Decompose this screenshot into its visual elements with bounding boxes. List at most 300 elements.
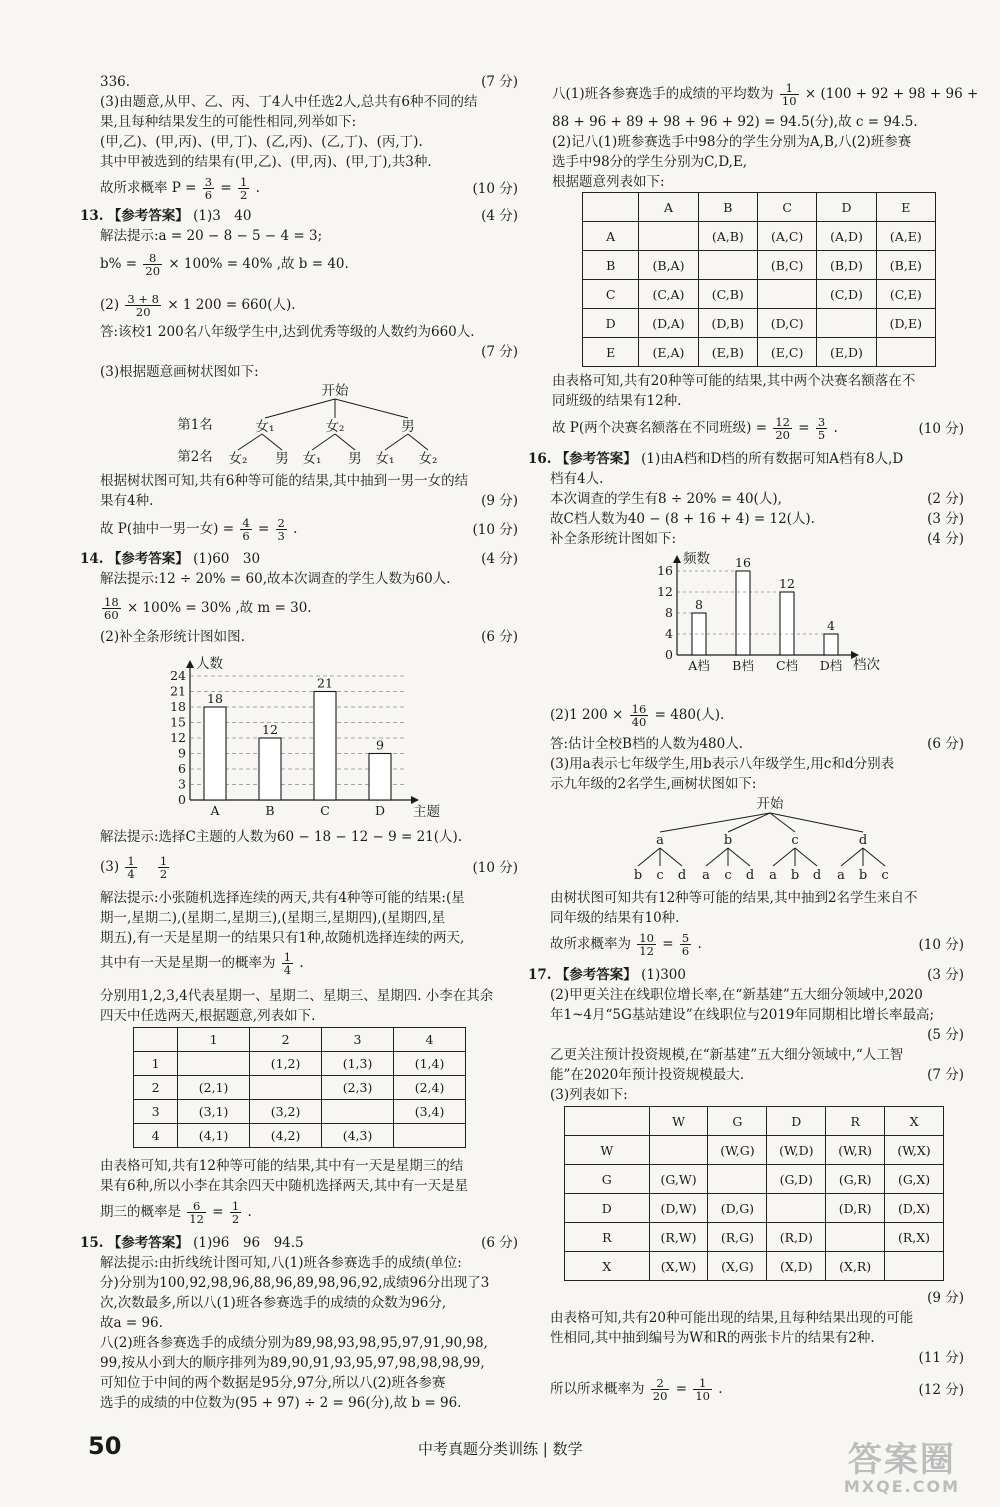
bar [259,738,281,800]
bar [204,707,226,800]
table-cell: (B,D) [817,251,876,280]
bar-value-label: 12 [262,722,278,737]
denominator: 20 [775,428,790,442]
text: . [718,1381,723,1397]
table-cell: A [639,193,698,222]
fraction [780,82,799,107]
question-header [80,207,251,225]
answer-tag: 【参考答案】 [555,967,637,983]
text: × (100 + 92 + 98 + 96 + [804,86,979,102]
tree-leaf: d [677,868,687,883]
text-line: (3)用a表示七年级学生,用b表示八年级学生,用c和d分别表 [550,756,895,772]
text-line: 由表格可知,共有20种可能出现的结果,且每种结果出现的可能 [550,1310,914,1326]
text-line: 选手的成绩的中位数为(95 + 97) ÷ 2 = 96(分),故 b = 96. [100,1395,462,1411]
text: = [675,1381,688,1397]
text-line: 能”在2020年预计投资规模最大. [550,1067,745,1083]
table-cell [649,1136,708,1165]
fraction [240,517,251,542]
table-cell [885,1252,944,1281]
numerator: 6 [187,1200,206,1213]
answer-tag: 【参考答案】 [107,551,189,567]
formula-line [100,951,304,976]
table-cell: D [817,193,876,222]
table-row [565,1252,944,1281]
tree-leaf: b [858,868,868,883]
question-header [80,550,260,568]
score: (10 分) [472,522,518,538]
table-cell: (D,X) [885,1194,944,1223]
text-line: 同班级的结果有12种. [552,393,682,409]
bar [824,634,838,655]
table-cell: (D,A) [639,309,698,338]
x-tick-label: D档 [819,658,843,673]
table-cell: (X,R) [826,1252,885,1281]
text-line: 解法提示:a = 20 − 8 − 5 − 4 = 3; [100,228,323,244]
table-cell: (2,1) [178,1076,250,1100]
y-tick-label: 4 [665,626,673,641]
question-header [528,966,686,984]
table-cell: (R,G) [708,1223,767,1252]
table-cell: (W,G) [708,1136,767,1165]
tree-leaf: d [812,868,822,883]
x-axis-arrow [411,796,419,804]
denominator: 12 [639,944,654,958]
text-line: 补全条形统计图如下: [550,531,677,547]
watermark-url: MXQE.COM [843,1477,960,1496]
tree-edge [660,813,770,832]
table-header-row [583,193,936,222]
text: 所以所求概率为 [550,1381,645,1397]
y-axis-arrow [186,660,194,668]
table-row [565,1223,944,1252]
text-line: 由树状图可知共有12种等可能的结果,其中抽到2名学生来自不 [550,890,918,906]
table-row [583,251,936,280]
table-cell: (R,D) [767,1223,826,1252]
table-cell: D [565,1194,650,1223]
tree-root: 开始 [321,383,349,399]
table-cell: (3,1) [178,1100,250,1124]
table-cell: E [876,193,935,222]
score: (9 分) [481,493,518,509]
question-number: 17. [528,967,552,983]
formula-line [550,703,724,728]
y-tick-label: 18 [170,699,186,714]
text-line: 88 + 96 + 89 + 98 + 96 + 92) = 94.5(分),故 c = 94.5. [552,114,918,130]
denominator: 10 [781,94,797,108]
watermark-text: 答案圈 [847,1440,956,1480]
table-cell: C [583,280,639,309]
bar [314,692,336,801]
table-cell: (G,X) [885,1165,944,1194]
denominator: 4 [283,963,292,977]
numerator: 3 [204,175,213,189]
y-tick-label: 12 [657,584,673,599]
denominator: 20 [652,1389,668,1403]
numerator: 18 [104,595,119,609]
formula-line [100,252,349,277]
score: (7 分) [927,1067,964,1083]
table-cell: 4 [394,1028,466,1052]
table-cell [767,1194,826,1223]
text: 故 P(抽中一男一女) = [100,521,235,537]
table-cell: 4 [134,1124,178,1148]
table-cell: (D,B) [698,309,757,338]
bar-chart-grades [640,548,880,693]
text-line: 次,次数最多,所以八(1)班各参赛选手的成绩的众数为96分, [100,1295,447,1311]
table-cell: (B,A) [639,251,698,280]
page-number: 50 [88,1432,122,1460]
tree-leaf: 女₁ [375,451,395,467]
formula-line [552,82,978,107]
text-line: 99,按从小到大的顺序排列为89,90,91,93,95,97,98,98,98,99, [100,1355,485,1371]
table-cell [817,309,876,338]
tree-node: b [723,833,733,848]
y-tick-label: 16 [657,563,673,578]
tree-leaf: b [633,868,643,883]
x-tick-label: D [374,803,386,818]
table-row [134,1052,466,1076]
tree-edge [706,848,728,866]
tree-edge [660,848,682,866]
fraction [125,855,136,880]
numerator: 1 [231,1199,240,1213]
text-line: 答:该校1 200名八年级学生中,达到优秀等级的人数约为660人. [100,324,475,340]
text-line: 本次调查的学生有8 ÷ 20% = 40(人), [550,491,782,507]
text-line: (3)由题意,从甲、乙、丙、丁4人中任选2人,总共有6种不同的结 [100,94,478,110]
fraction [680,932,691,957]
text: × 100% = 30% ,故 m = 30. [126,600,312,616]
table-cell: (G,D) [767,1165,826,1194]
table-cell: R [826,1107,885,1136]
bar-value-label: 9 [376,737,384,753]
y-tick-label: 24 [170,668,186,683]
table-cell: (2,4) [394,1076,466,1100]
tree-node: c [791,833,799,848]
denominator: 2 [159,867,168,881]
table-cell: 2 [134,1076,178,1100]
table-cell: (A,B) [698,222,757,251]
y-tick-label: 6 [178,761,186,776]
text: = [212,1204,224,1220]
table-cell: (B,E) [876,251,935,280]
table-row [583,222,936,251]
question-number: 13. [80,208,104,224]
tree-root: 开始 [756,796,784,812]
text-line: 选手中98分的学生分别为C,D,E, [552,154,748,170]
score: (6 分) [481,1235,518,1251]
denominator: 6 [242,529,250,543]
tree-leaf: b [790,868,800,883]
fraction [158,855,169,880]
tree-edge [770,813,863,832]
text-line: 336. [100,74,131,90]
text-line: (2)甲更关注在线职位增长率,在“新基建”五大细分领域中,2020 [550,987,923,1003]
answer-tag: 【参考答案】 [555,451,637,467]
numerator: 2 [277,516,285,530]
table-cell [565,1107,650,1136]
y-tick-label: 3 [178,776,186,792]
table-cell: (A,D) [817,222,876,251]
table-cell: E [583,338,639,367]
text-line: 性相同,其中抽到编号为W和R的两张卡片的结果有2种. [550,1330,875,1346]
table-card-pairs [564,1106,944,1281]
y-axis-label: 人数 [196,656,223,672]
table-cell: (D,G) [708,1194,767,1223]
tree-leaf: 男 [275,451,289,467]
x-axis-label: 主题 [413,804,440,820]
text-line: 解法提示:12 ÷ 20% = 60,故本次调查的学生人数为60人. [100,571,451,587]
formula-line [100,517,297,542]
table-cell: D [583,309,639,338]
text-line: (甲,乙)、(甲,丙)、(甲,丁)、(乙,丙)、(乙,丁)、(丙,丁). [100,134,423,150]
table-cell: 3 [134,1100,178,1124]
table-cell: (C,A) [639,280,698,309]
numerator: 1 [127,854,135,868]
formula-line [100,176,260,201]
text: . [255,180,260,196]
table-cell: D [767,1107,826,1136]
score: (12 分) [918,1382,964,1398]
text-line: 根据树状图可知,共有6种等可能的结果,其中抽到一男一女的结 [100,473,469,489]
y-axis-label: 频数 [683,551,710,567]
table-cell: (W,R) [826,1136,885,1165]
text: × 100% = 40% ,故 b = 40. [168,256,349,272]
numerator: 1 [159,854,168,868]
table-cell: (1,2) [250,1052,322,1076]
text: = [220,180,232,196]
table-cell: (A,C) [757,222,816,251]
y-tick-label: 21 [170,683,186,699]
table-cell: (E,C) [757,338,816,367]
tree-leaf: 女₁ [302,451,322,467]
table-cell: W [565,1136,650,1165]
table-row [134,1100,466,1124]
text: b% = [100,256,138,272]
fraction [651,1377,670,1402]
answer-text: (1)96 96 94.5 [193,1235,304,1251]
bar-value-label: 12 [779,576,795,591]
table-cell: (D,E) [876,309,935,338]
table-cell: X [565,1252,650,1281]
denominator: 60 [104,608,119,622]
fraction [637,932,656,957]
numerator: 8 [143,252,162,265]
formula-line [100,596,312,621]
text: . [247,1204,252,1220]
text: (2)1 200 × [550,707,624,723]
table-cell: 1 [134,1052,178,1076]
tree-node: a [656,833,664,848]
table-cell: (4,3) [322,1124,394,1148]
formula-line [550,1377,723,1402]
text-line: 答:估计全校B档的人数为480人. [550,736,744,752]
numerator: 5 [681,931,690,945]
table-cell: (E,B) [698,338,757,367]
fraction [203,176,214,201]
score: (10 分) [472,181,518,197]
text-line: (2)补全条形统计图如图. [100,629,245,645]
table-cell: (2,3) [322,1076,394,1100]
text: . [299,955,304,971]
score: (4 分) [481,208,518,224]
tree-leaf: c [656,868,664,883]
table-cell: (3,2) [250,1100,322,1124]
score: (11 分) [918,1350,964,1366]
tree-diagram-grades [610,794,900,884]
numerator: 2 [651,1377,670,1390]
text: (3) [100,859,120,875]
table-cell: X [885,1107,944,1136]
numerator: 3 + 8 [127,292,160,306]
text: = [662,936,674,952]
tree-edge [841,848,863,866]
denominator: 6 [204,188,213,202]
text-line: 示九年级的2名学生,画树状图如下: [550,776,757,792]
text-line: 分)分别为100,92,98,96,88,96,89,98,96,92,成绩96分出现了3 [100,1275,490,1291]
tree-leaf: c [881,868,889,883]
table-cell: (X,G) [708,1252,767,1281]
score: (9 分) [927,1290,964,1306]
table-cell [639,222,698,251]
bar-value-label: 8 [695,597,703,612]
y-tick-label: 9 [178,745,186,761]
table-cell: (X,D) [767,1252,826,1281]
text: 其中有一天是星期一的概率为 [100,955,276,971]
watermark-logo [844,1432,960,1496]
score: (10 分) [918,421,964,437]
tree-leaf: c [724,868,732,883]
answer-text: (1)3 40 [193,208,252,224]
y-tick-label: 8 [665,605,673,620]
text: 期三的概率是 [100,1204,181,1220]
text-line: 年1~4月“5G基站建设”在线职位与2019年同期相比增长率最高; [550,1007,935,1023]
y-tick-label: 15 [170,714,186,730]
table-cell: (D,C) [757,309,816,338]
formula-line [100,855,171,880]
bar-value-label: 4 [827,618,835,633]
tree-node: 男 [401,419,415,435]
text-line: 根据题意列表如下: [552,174,665,190]
denominator: 2 [231,1212,240,1226]
answer-text: (1)由A档和D档的所有数据可知A档有8人,D [641,451,904,467]
text-line: 果有6种,所以小李在其余四天中随机选择两天,其中有一天是星 [100,1178,469,1194]
score: (6 分) [481,629,518,645]
answer-text: (1)300 [641,967,686,983]
text-line: 乙更关注预计投资规模,在“新基建”五大细分领域中,“人工智 [550,1047,904,1063]
table-cell: 2 [250,1028,322,1052]
tree-edge [795,848,817,866]
denominator: 3 [277,529,285,543]
table-cell [394,1124,466,1148]
table-cell: B [583,251,639,280]
table-cell: G [565,1165,650,1194]
table-cell: (1,3) [322,1052,394,1076]
score: (2 分) [927,491,964,507]
x-tick-label: B [265,803,275,818]
y-axis-arrow [673,555,681,563]
denominator: 12 [189,1212,204,1226]
bar-value-label: 18 [207,691,223,706]
table-cell: W [649,1107,708,1136]
text: . [293,521,298,537]
table-cell: (B,C) [757,251,816,280]
text-line: 同年级的结果有10种. [550,910,680,926]
score: (5 分) [927,1027,964,1043]
fraction [773,416,792,441]
text-line: 四天中任选两天,根据题意,列表如下. [100,1008,316,1024]
table-cell: (G,W) [649,1165,708,1194]
answer-tag: 【参考答案】 [107,208,189,224]
question-header [528,450,903,468]
table-header-row [565,1107,944,1136]
text: = [798,420,810,436]
fraction [230,1200,241,1225]
answer-text: (1)60 30 [193,551,261,567]
denominator: 40 [631,715,647,729]
answer-tag: 【参考答案】 [107,1235,189,1251]
text: = 480(人). [654,707,725,723]
table-row [134,1076,466,1100]
table-cell [250,1076,322,1100]
text: 故所求概率为 [550,936,631,952]
text-line: 解法提示:小张随机选择连续的两天,共有4种等可能的结果:(星 [100,890,465,906]
denominator: 20 [145,264,161,278]
score: (7 分) [481,74,518,90]
formula-line [552,416,838,441]
text-line: 档有4人. [550,471,604,487]
text-line: 故C档人数为40 − (8 + 16 + 4) = 12(人). [550,511,815,527]
table-score-pairs [582,192,936,367]
score: (10 分) [918,937,964,953]
table-cell: (D,R) [826,1194,885,1223]
score: (4 分) [927,531,964,547]
denominator: 6 [681,944,690,958]
fraction [143,252,162,277]
text: . [697,936,702,952]
table-cell: (4,1) [178,1124,250,1148]
formula-line [100,293,296,318]
table-cell: (3,4) [394,1100,466,1124]
table-row [134,1124,466,1148]
question-number: 15. [80,1235,104,1251]
tree-leaf: a [837,868,845,883]
bar [369,754,391,801]
tree-edge [728,848,750,866]
score: (6 分) [927,736,964,752]
table-cell: 1 [178,1028,250,1052]
table-cell [322,1100,394,1124]
numerator: 3 [817,415,826,429]
text-line: 由表格可知,共有12种等可能的结果,其中有一天是星期三的结 [100,1158,464,1174]
table-row [565,1194,944,1223]
table-cell [583,193,639,222]
table-cell [698,251,757,280]
bar-chart-topics [158,645,458,825]
tree-edge [863,848,885,866]
formula-line [100,1200,252,1225]
x-axis-label: 档次 [853,657,880,673]
text: = [257,521,270,537]
table-cell: (X,W) [649,1252,708,1281]
numerator: 1 [240,175,248,189]
tree-edge [728,813,770,832]
y-tick-label: 12 [170,730,186,745]
book-title: 中考真题分类训练 | 数学 [418,1440,583,1458]
tree-diagram-gender [170,382,460,472]
tree-leaf: 女₂ [418,451,438,467]
table-weekday-pairs [133,1027,466,1148]
bar [780,592,794,655]
